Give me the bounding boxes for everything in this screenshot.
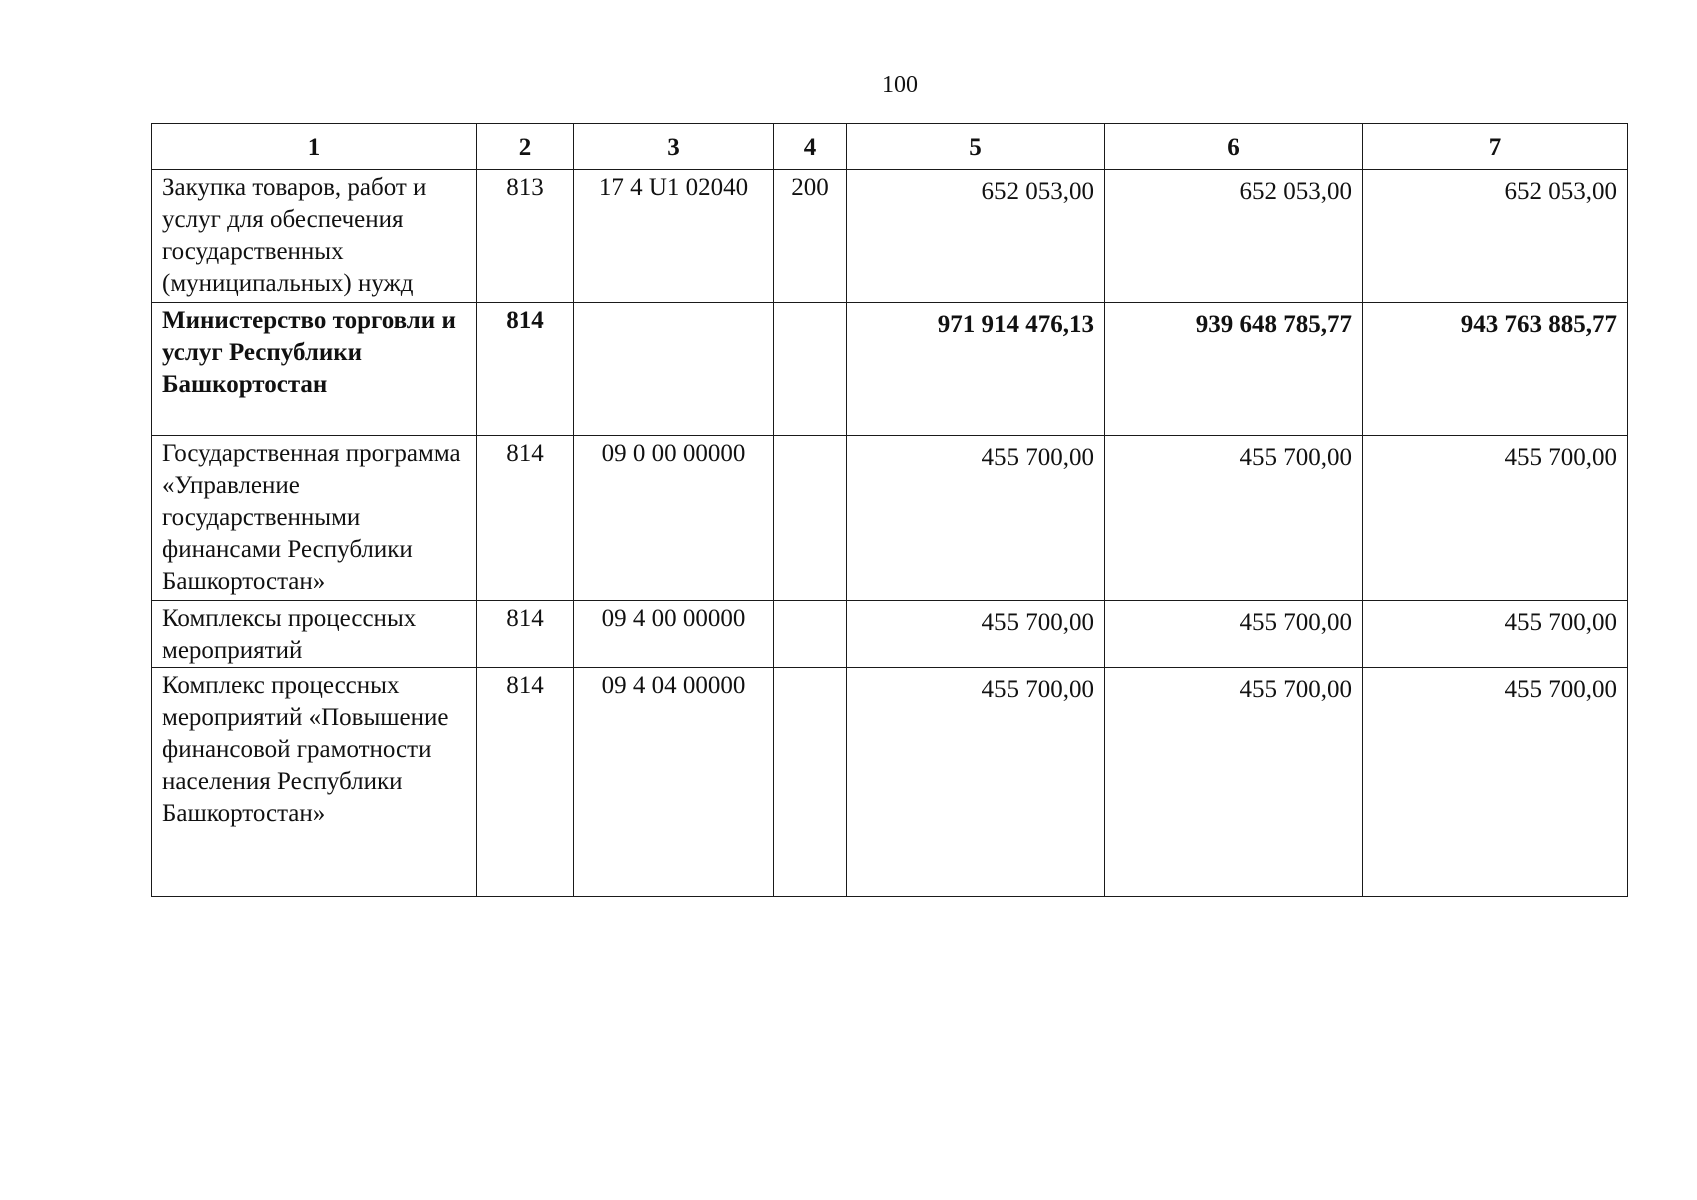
table-row: [152, 170, 1628, 303]
header-col-2: 2: [477, 124, 574, 170]
row-type-code: 200: [774, 170, 847, 303]
row-ministry-code: 814: [477, 436, 574, 601]
table-row: [152, 668, 1628, 897]
row-ministry-code: 814: [477, 303, 574, 436]
row-value-6: 455 700,00: [1105, 436, 1363, 601]
row-value-6: 939 648 785,77: [1105, 303, 1363, 436]
row-value-5: 455 700,00: [847, 436, 1105, 601]
row-value-7: 455 700,00: [1363, 601, 1628, 668]
row-type-code: [774, 303, 847, 436]
row-target-code: 17 4 U1 02040: [574, 170, 774, 303]
row-value-6: 455 700,00: [1105, 601, 1363, 668]
table-row: [152, 303, 1628, 436]
row-target-code: [574, 303, 774, 436]
row-value-7: 943 763 885,77: [1363, 303, 1628, 436]
header-col-6: 6: [1105, 124, 1363, 170]
row-value-5: 971 914 476,13: [847, 303, 1105, 436]
row-value-6: 652 053,00: [1105, 170, 1363, 303]
row-type-code: [774, 436, 847, 601]
row-value-5: 652 053,00: [847, 170, 1105, 303]
row-target-code: 09 4 04 00000: [574, 668, 774, 897]
row-ministry-code: 813: [477, 170, 574, 303]
row-value-6: 455 700,00: [1105, 668, 1363, 897]
row-name: Комплексы процессных мероприятий: [152, 601, 477, 668]
row-target-code: 09 0 00 00000: [574, 436, 774, 601]
row-value-5: 455 700,00: [847, 668, 1105, 897]
row-value-7: 652 053,00: [1363, 170, 1628, 303]
row-value-7: 455 700,00: [1363, 668, 1628, 897]
row-name: Министерство торговли и услуг Республики Башкортостан: [152, 303, 477, 436]
row-type-code: [774, 668, 847, 897]
budget-table: [151, 123, 1628, 897]
row-type-code: [774, 601, 847, 668]
row-name: Закупка товаров, работ и услуг для обеспечения государственных (муниципальных) нужд: [152, 170, 477, 303]
row-ministry-code: 814: [477, 601, 574, 668]
header-col-4: 4: [774, 124, 847, 170]
header-col-5: 5: [847, 124, 1105, 170]
header-col-1: 1: [152, 124, 477, 170]
row-target-code: 09 4 00 00000: [574, 601, 774, 668]
row-name: Государственная программа «Управление государственными финансами Республики Башкортостан»: [152, 436, 477, 601]
row-value-5: 455 700,00: [847, 601, 1105, 668]
header-col-7: 7: [1363, 124, 1628, 170]
row-ministry-code: 814: [477, 668, 574, 897]
table-row: [152, 436, 1628, 601]
page-number: 100: [882, 72, 918, 98]
row-value-7: 455 700,00: [1363, 436, 1628, 601]
row-name: Комплекс процессных мероприятий «Повышение финансовой грамотности населения Республики Башкортостан»: [152, 668, 477, 897]
header-col-3: 3: [574, 124, 774, 170]
header-row: [152, 124, 1628, 170]
table-row: [152, 601, 1628, 668]
